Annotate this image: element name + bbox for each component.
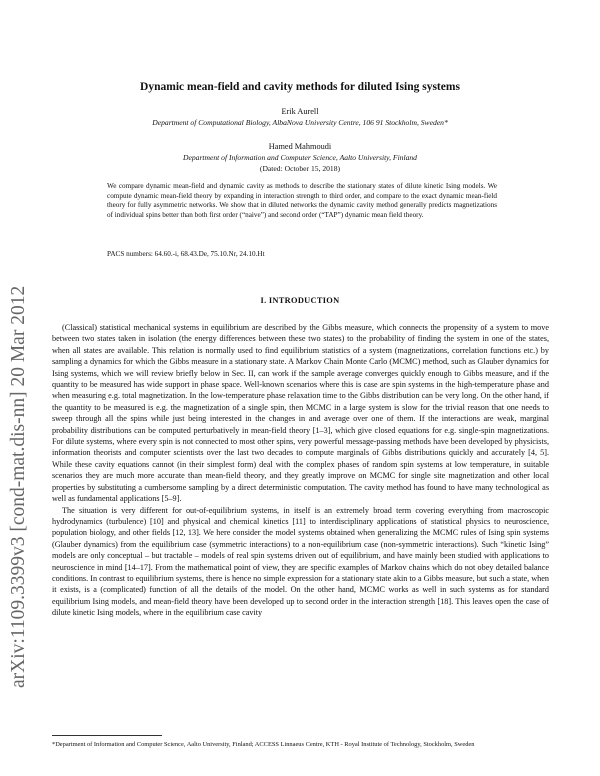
paragraph-2: The situation is very different for out-of-equilibrium systems, in itself is an extremely broad term covering everything from macroscopic hydrodynamics (turbulence) [10] and physical and chemical kinetics [11] to interdisciplinary applications of statistical physics to neuroscience, population biology, and other fields [12, 13]. We here consider the model systems obtained when generalizing the MCMC rules of Ising spin systems (Glauber dynamics) from the equilibrium case (symmetric interactions) to a non-equilibrium case (non-symmetric interactions). Such “kinetic Ising” models are only conceptual – but tractable – models of real spin systems driven out of equilibrium, and have mainly been studied with applications to neuroscience in mind [14–17]. From the mathematical point of view, they are specific examples of Markov chains which do not obey detailed balance conditions. In contrast to equilibrium systems, there is hence no simple expression for a stationary state akin to a Gibbs measure, but such a state, when it exists, is a (complicated) function of all the details of the model. On the other hand, MCMC works as well in such systems as for standard equilibrium Ising models, and mean-field theory have been developed up to second order in the interaction strength [18]. This leaves open the case of dilute kinetic Ising models, where in the equilibrium case cavity	[52, 505, 549, 618]
paragraph-1: (Classical) statistical mechanical systems in equilibrium are described by the Gibbs measure, which connects the propensity of a system to move between two states taken in isolation (the energy differences between these two states) to the probability of finding the system in one of the states, when all states are available. This relation is normally used to find equilibrium statistics of a system (magnetizations, correlation functions etc.) by sampling a dynamics for which the Gibbs measure in a stationary state. A Markov Chain Monte Carlo (MCMC) method, such as Glauber dynamics for Ising systems, which we will review briefly below in Sec. II, can work if the sample average converges quickly enough to Gibbs measure, and if the quantity to be measured has wide support in phase space. Well-known scenarios where this is case are spin systems in the high-temperature phase and when measuring e.g. total magnetization. In the low-temperature phase relaxation time to the Gibbs distribution can be very long. On the other hand, if the quantity to be measured is e.g. the magnetization of a single spin, then MCMC in a large system is slow for the trivial reason that one needs to sweep through all the spins while just being interested in the changes in and average over one of them. If the interactions are weak, marginal probability distributions can be computed perturbatively in mean-field theory [1–3], which give closed equations for e.g. single-spin magnetizations. For dilute systems, where every spin is not connected to most other spins, very powerful message-passing methods have been developed by physicists, information theorists and computer scientists over the last two decades to compute marginals of Gibbs distributions quickly and accurately [4, 5]. While these cavity equations cannot (in their simplest form) deal with the complex phases of random spin systems at low temperature, in suitable scenarios they are much more accurate than mean-field theory, and they greatly improve on MCMC for single site magnetization and other local properties by substituting a cumbersome sampling by a direct deterministic computation. The cavity method has found to have many technological as well as fundamental applications [5–9].	[52, 323, 549, 504]
date-line: (Dated: October 15, 2018)	[259, 164, 341, 173]
abstract: We compare dynamic mean-field and dynamic cavity as methods to describe the stationary states of dilute kinetic Ising models. We compute dynamic mean-field theory by expanding in interaction strength to third order, and compare to the exact dynamic mean-field theory for fully asymmetric networks. We show that in diluted networks the dynamic cavity method generally predicts magnetizations of individual spins better than both first order (“naive”) and second order (“TAP”) dynamic mean field theory.	[107, 182, 497, 220]
author-2: Hamed Mahmoudi	[268, 142, 332, 151]
footnote: *Department of Information and Computer Science, Aalto University, Finland; ACCESS Linnaeus Centre, KTH - Royal Institute of Technology, Stockholm, Sweden	[52, 741, 475, 748]
author-1: Erik Aurell	[281, 107, 319, 116]
body-text	[52, 322, 549, 619]
affiliation-2: Department of Information and Computer Science, Aalto University, Finland	[183, 153, 417, 162]
pacs-numbers: PACS numbers: 64.60.-i, 68.43.De, 75.10.Nr, 24.10.Ht	[107, 250, 265, 258]
paper-title: Dynamic mean-field and cavity methods for diluted Ising systems	[140, 81, 460, 93]
section-heading: I. INTRODUCTION	[260, 296, 340, 305]
arxiv-identifier: arXiv:1109.3399v3 [cond-mat.dis-nn] 20 Mar 2012	[8, 285, 29, 688]
footnote-rule	[52, 735, 162, 736]
affiliation-1: Department of Computational Biology, AlbaNova University Centre, 106 91 Stockholm, Sweden*	[152, 118, 448, 127]
